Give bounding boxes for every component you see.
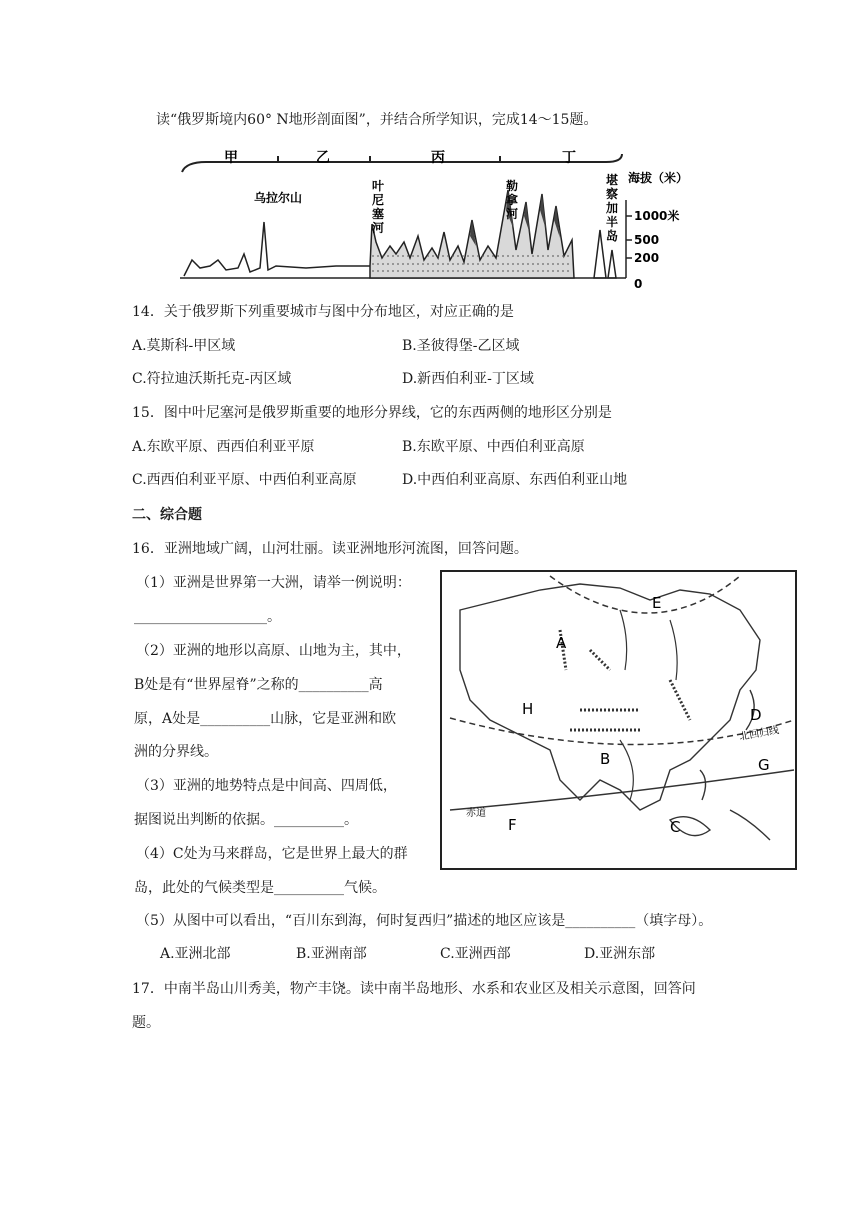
q16-part4-line1: （4）C处为马来群岛，它是世界上最大的群 xyxy=(136,846,408,862)
label-yenisei-4: 河 xyxy=(372,221,385,235)
q16-option-b: B.亚洲南部 xyxy=(296,946,367,962)
q16-part1: （1）亚洲是世界第一大洲，请举一例说明： xyxy=(136,575,411,591)
label-yenisei-2: 尼 xyxy=(372,193,385,207)
map-letter-d: D xyxy=(750,706,762,724)
label-lena-3: 河 xyxy=(506,207,519,221)
tick-1000: 1000米 xyxy=(634,209,680,223)
q14-option-c: C.符拉迪沃斯托克-丙区域 xyxy=(132,371,292,387)
label-kamchatka-4: 半 xyxy=(606,215,619,229)
section-heading: 二、综合题 xyxy=(132,507,202,523)
q16-stem: 16．亚洲地域广阔，山河壮丽。读亚洲地形河流图，回答问题。 xyxy=(132,541,528,557)
q16-part1-blank: ___________________。 xyxy=(134,609,281,625)
intro-text: 读“俄罗斯境内60° N地形剖面图”，并结合所学知识，完成14～15题。 xyxy=(156,112,598,128)
q17-line1: 17．中南半岛山川秀美，物产丰饶。读中南半岛地形、水系和农业区及相关示意图，回答问 xyxy=(132,981,696,997)
tick-0: 0 xyxy=(634,277,643,290)
q15-option-d: D.中西伯利亚高原、东西伯利亚山地 xyxy=(402,472,628,488)
region-ding: 丁 xyxy=(562,150,576,166)
map-letter-g: G xyxy=(758,756,770,774)
map-letter-f: F xyxy=(508,816,517,834)
q15-option-a: A.东欧平原、西西伯利亚平原 xyxy=(132,439,315,455)
equator-label: 赤道 xyxy=(466,808,486,819)
region-bing: 丙 xyxy=(431,150,445,166)
north-tropic-label: 北回归线 xyxy=(738,725,780,743)
q14-option-a: A.莫斯科-甲区域 xyxy=(132,338,236,354)
q15-option-b: B.东欧平原、中西伯利亚高原 xyxy=(402,439,585,455)
label-kamchatka-2: 察 xyxy=(606,187,619,201)
tick-500: 500 xyxy=(634,233,660,247)
label-lena-2: 拿 xyxy=(506,193,519,207)
map-letter-a: A xyxy=(556,634,567,652)
axis-title: 海拔（米） xyxy=(628,171,689,185)
q16-option-c: C.亚洲西部 xyxy=(440,946,511,962)
asia-terrain-river-map xyxy=(440,570,797,870)
q15-stem: 15．图中叶尼塞河是俄罗斯重要的地形分界线，它的东西两侧的地形区分别是 xyxy=(132,405,612,421)
q15-option-c: C.西西伯利亚平原、中西伯利亚高原 xyxy=(132,472,357,488)
q17-line2: 题。 xyxy=(132,1015,160,1031)
map-letter-h: H xyxy=(522,700,534,718)
q16-option-a: A.亚洲北部 xyxy=(160,946,231,962)
q16-part4-line2: 岛，此处的气候类型是__________气候。 xyxy=(134,880,386,896)
q14-option-b: B.圣彼得堡-乙区域 xyxy=(402,338,520,354)
label-kamchatka-3: 加 xyxy=(606,201,619,215)
q16-part3-line2: 据图说出判断的依据。__________。 xyxy=(134,812,358,828)
q16-part2-line1: （2）亚洲的地形以高原、山地为主，其中， xyxy=(136,643,411,659)
q16-part2-line4: 洲的分界线。 xyxy=(134,744,218,760)
q14-stem: 14．关于俄罗斯下列重要城市与图中分布地区，对应正确的是 xyxy=(132,304,514,320)
label-kamchatka-5: 岛 xyxy=(606,229,619,243)
label-ural: 乌拉尔山 xyxy=(254,191,303,205)
map-letter-b: B xyxy=(600,750,611,768)
q16-part2-line3: 原，A处是__________山脉，它是亚洲和欧 xyxy=(134,711,397,727)
map-letter-c: C xyxy=(670,818,681,836)
q16-part2-line2: B处是有“世界屋脊”之称的__________高 xyxy=(134,677,383,693)
region-jia: 甲 xyxy=(224,150,238,166)
q16-part3-line1: （3）亚洲的地势特点是中间高、四周低， xyxy=(136,778,397,794)
q14-option-d: D.新西伯利亚-丁区域 xyxy=(402,371,534,387)
label-yenisei-1: 叶 xyxy=(372,179,385,193)
tick-200: 200 xyxy=(634,251,660,265)
label-lena-1: 勒 xyxy=(506,179,519,193)
terrain-profile-figure xyxy=(176,150,696,290)
region-yi: 乙 xyxy=(316,150,330,166)
label-yenisei-3: 塞 xyxy=(372,207,385,221)
q16-option-d: D.亚洲东部 xyxy=(584,946,656,962)
map-letter-e: E xyxy=(652,594,662,612)
label-kamchatka-1: 堪 xyxy=(606,173,619,187)
q16-part5: （5）从图中可以看出，“百川东到海，何时复西归”描述的地区应该是__________（填字母）。 xyxy=(136,913,713,929)
